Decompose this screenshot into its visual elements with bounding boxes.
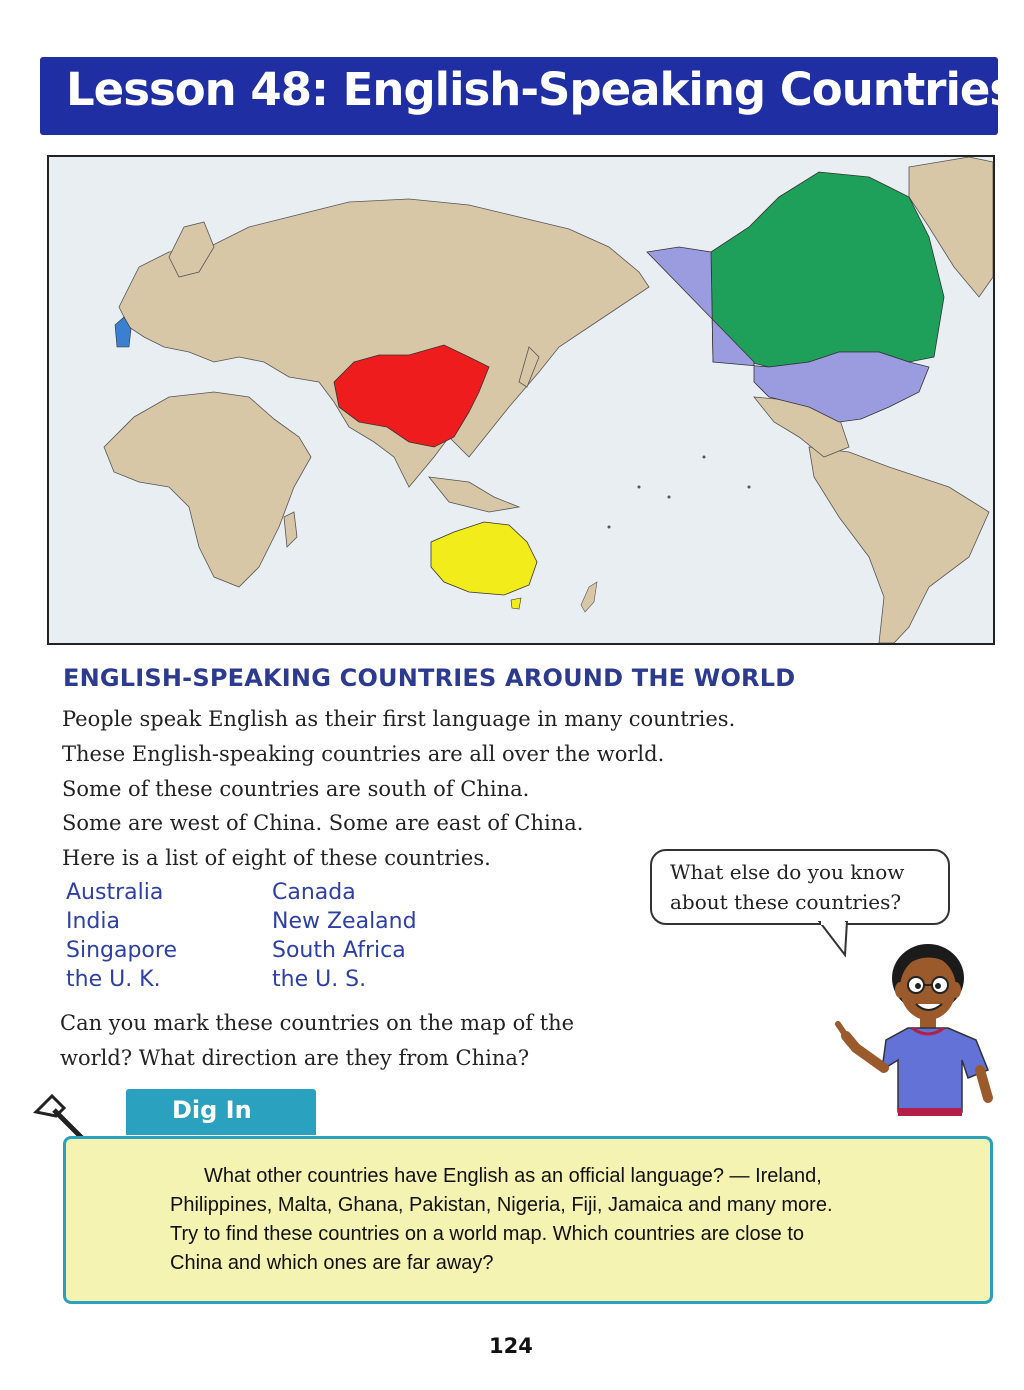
question-line: world? What direction are they from China? [60,1046,530,1070]
paragraph-line: People speak English as their first language in many countries. [62,707,736,731]
boy-illustration [828,940,998,1120]
lesson-title-bar [40,57,1016,135]
country-item: Singapore [66,938,177,963]
paragraph-line: These English-speaking countries are all over the world. [62,741,665,766]
world-map [47,155,995,645]
country-item: South Africa [272,938,406,963]
lesson-title: Lesson 48: English-Speaking Countries [66,63,1016,116]
speech-line: about these countries? [670,890,902,914]
paragraph-line: Some are west of China. Some are east of China. [62,811,584,836]
dig-in-label: Dig In [172,1096,252,1124]
question-text [60,1006,660,1076]
page-number: 124 [489,1334,533,1358]
question-line: Can you mark these countries on the map of the [60,1011,575,1035]
dig-in-line: China and which ones are far away? [170,1252,494,1274]
paragraph-line: Here is a list of eight of these countries. [62,846,491,871]
country-item: the U. K. [66,967,161,992]
section-heading: ENGLISH-SPEAKING COUNTRIES AROUND THE WORLD [63,664,796,692]
dig-in-line: Philippines, Malta, Ghana, Pakistan, Nigeria, Fiji, Jamaica and many more. [170,1194,833,1216]
dig-in-line: Try to find these countries on a world map. Which countries are close to [170,1223,804,1245]
paragraph-line: Some of these countries are south of China. [62,776,530,801]
country-item: India [66,909,120,934]
country-item: Canada [272,880,356,905]
country-item: New Zealand [272,909,417,934]
country-item: the U. S. [272,967,367,992]
country-item: Australia [66,880,164,905]
country-list-column-1 [66,878,177,994]
speech-bubble [650,849,950,925]
dig-in-tab [126,1089,316,1135]
dig-in-text [170,1162,980,1278]
speech-line: What else do you know [670,860,905,884]
country-list-column-2 [272,878,417,994]
dig-in-line: What other countries have English as an official language? — Ireland, [204,1165,822,1187]
